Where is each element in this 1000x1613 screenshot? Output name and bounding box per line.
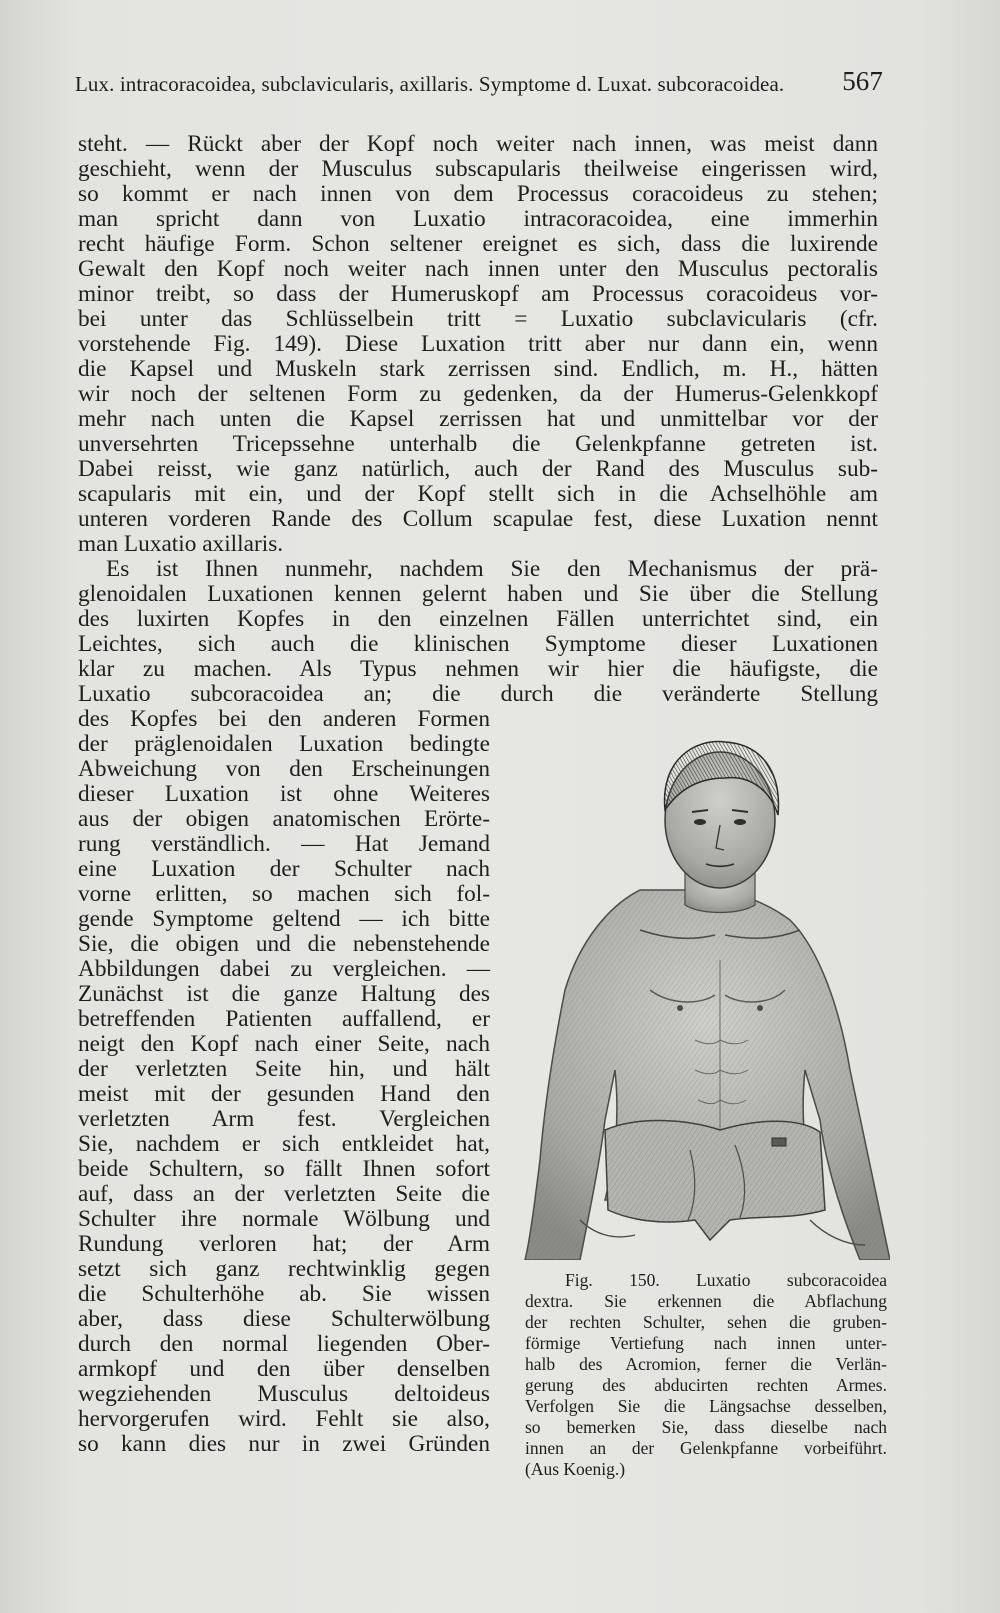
text-line: unteren vorderen Rande des Collum scapulae fest, diese Luxation nennt xyxy=(78,506,878,532)
text-line: Sie, nachdem er sich entkleidet hat, xyxy=(78,1131,490,1157)
text-line: Zunächst ist die ganze Haltung des xyxy=(78,981,490,1007)
text-line: vorne erlitten, so machen sich fol- xyxy=(78,881,490,907)
text-line: Rundung verloren hat; der Arm xyxy=(78,1231,490,1257)
text-line: Gewalt den Kopf noch weiter nach innen unter den Musculus pectoralis xyxy=(78,256,878,282)
text-line: der präglenoidalen Luxation bedingte xyxy=(78,731,490,757)
text-line: man spricht dann von Luxatio intracoracoidea, eine immerhin xyxy=(78,206,878,232)
text-line: die Schulterhöhe ab. Sie wissen xyxy=(78,1281,490,1307)
caption-line: dextra. Sie erkennen die Abflachung xyxy=(525,1291,887,1311)
figure-illustration xyxy=(520,740,890,1260)
text-line: hervorgerufen wird. Fehlt sie also, xyxy=(78,1406,490,1432)
text-line: rung verständlich. — Hat Jemand xyxy=(78,831,490,857)
text-line: beide Schultern, so fällt Ihnen sofort xyxy=(78,1156,490,1182)
figure-caption xyxy=(525,1270,887,1480)
text-line: dieser Luxation ist ohne Weiteres xyxy=(78,781,490,807)
text-line: armkopf und den über denselben xyxy=(78,1356,490,1382)
text-line: geschieht, wenn der Musculus subscapularis theilweise eingerissen wird, xyxy=(78,156,878,182)
text-line: Abbildungen dabei zu vergleichen. — xyxy=(78,956,490,982)
caption-line: förmige Vertiefung nach innen unter- xyxy=(525,1333,887,1353)
text-line: so kommt er nach innen von dem Processus coracoideus zu stehen; xyxy=(78,181,878,207)
text-line: gende Symptome geltend — ich bitte xyxy=(78,906,490,932)
text-line: mehr nach unten die Kapsel zerrissen hat und unmittelbar vor der xyxy=(78,406,878,432)
text-line: wegziehenden Musculus deltoideus xyxy=(78,1381,490,1407)
text-line: Luxatio subcoracoidea an; die durch die veränderte Stellung xyxy=(78,681,878,707)
text-line: minor treibt, so dass der Humeruskopf am Processus coracoideus vor- xyxy=(78,281,878,307)
text-line: eine Luxation der Schulter nach xyxy=(78,856,490,882)
text-line: verletzten Arm fest. Vergleichen xyxy=(78,1106,490,1132)
caption-line: Fig. 150. Luxatio subcoracoidea xyxy=(565,1270,887,1290)
text-line: wir noch der seltenen Form zu gedenken, da der Humerus-Gelenkkopf xyxy=(78,381,878,407)
text-line: steht. — Rückt aber der Kopf noch weiter nach innen, was meist dann xyxy=(78,131,878,157)
caption-line: (Aus Koenig.) xyxy=(525,1459,626,1479)
caption-line: halb des Acromion, ferner die Verlän- xyxy=(525,1354,887,1374)
text-line: scapularis mit ein, und der Kopf stellt sich in die Achselhöhle am xyxy=(78,481,878,507)
caption-line: innen an der Gelenkpfanne vorbeiführt. xyxy=(525,1438,887,1458)
caption-line: Verfolgen Sie die Längsachse desselben, xyxy=(525,1396,887,1416)
text-line: klar zu machen. Als Typus nehmen wir hier die häufigste, die xyxy=(78,656,878,682)
text-line: setzt sich ganz rechtwinklig gegen xyxy=(78,1256,490,1282)
text-line: bei unter das Schlüsselbein tritt = Luxatio subclavicularis (cfr. xyxy=(78,306,878,332)
text-line: aber, dass diese Schulterwölbung xyxy=(78,1306,490,1332)
text-line: so kann dies nur in zwei Gründen xyxy=(78,1431,490,1457)
text-line: unversehrten Tricepssehne unterhalb die Gelenkpfanne getreten ist. xyxy=(78,431,878,457)
text-line: betreffenden Patienten auffallend, er xyxy=(78,1006,490,1032)
text-line: Dabei reisst, wie ganz natürlich, auch der Rand des Musculus sub- xyxy=(78,456,878,482)
text-line: recht häufige Form. Schon seltener ereignet es sich, dass die luxirende xyxy=(78,231,878,257)
text-line: man Luxatio axillaris. xyxy=(78,531,284,557)
text-line: vorstehende Fig. 149). Diese Luxation tritt aber nur dann ein, wenn xyxy=(78,331,878,357)
text-line: aus der obigen anatomischen Erörte- xyxy=(78,806,490,832)
running-head xyxy=(75,66,883,97)
text-line: der verletzten Seite hin, und hält xyxy=(78,1056,490,1082)
text-line: durch den normal liegenden Ober- xyxy=(78,1331,490,1357)
text-line: Sie, die obigen und die nebenstehende xyxy=(78,931,490,957)
text-line: meist mit der gesunden Hand den xyxy=(78,1081,490,1107)
text-line: Abweichung von den Erscheinungen xyxy=(78,756,490,782)
text-line: die Kapsel und Muskeln stark zerrissen sind. Endlich, m. H., hätten xyxy=(78,356,878,382)
page-number: 567 xyxy=(842,66,883,96)
caption-line: so bemerken Sie, dass dieselbe nach xyxy=(525,1417,887,1437)
text-line: auf, dass an der verletzten Seite die xyxy=(78,1181,490,1207)
text-line: Schulter ihre normale Wölbung und xyxy=(78,1206,490,1232)
running-title: Lux. intracoracoidea, subclavicularis, axillaris. Symptome d. Luxat. subcoracoidea. xyxy=(75,72,785,96)
caption-line: der rechten Schulter, sehen die gruben- xyxy=(525,1312,887,1332)
text-line: glenoidalen Luxationen kennen gelernt haben und Sie über die Stellung xyxy=(78,581,878,607)
text-line: des Kopfes bei den anderen Formen xyxy=(78,706,490,732)
text-line: neigt den Kopf nach einer Seite, nach xyxy=(78,1031,490,1057)
text-line: Leichtes, sich auch die klinischen Symptome dieser Luxationen xyxy=(78,631,878,657)
text-line: Es ist Ihnen nunmehr, nachdem Sie den Mechanismus der prä- xyxy=(106,556,878,582)
patient-engraving-icon xyxy=(520,740,890,1260)
text-line: des luxirten Kopfes in den einzelnen Fällen unterrichtet sind, ein xyxy=(78,606,878,632)
caption-line: gerung des abducirten rechten Armes. xyxy=(525,1375,887,1395)
